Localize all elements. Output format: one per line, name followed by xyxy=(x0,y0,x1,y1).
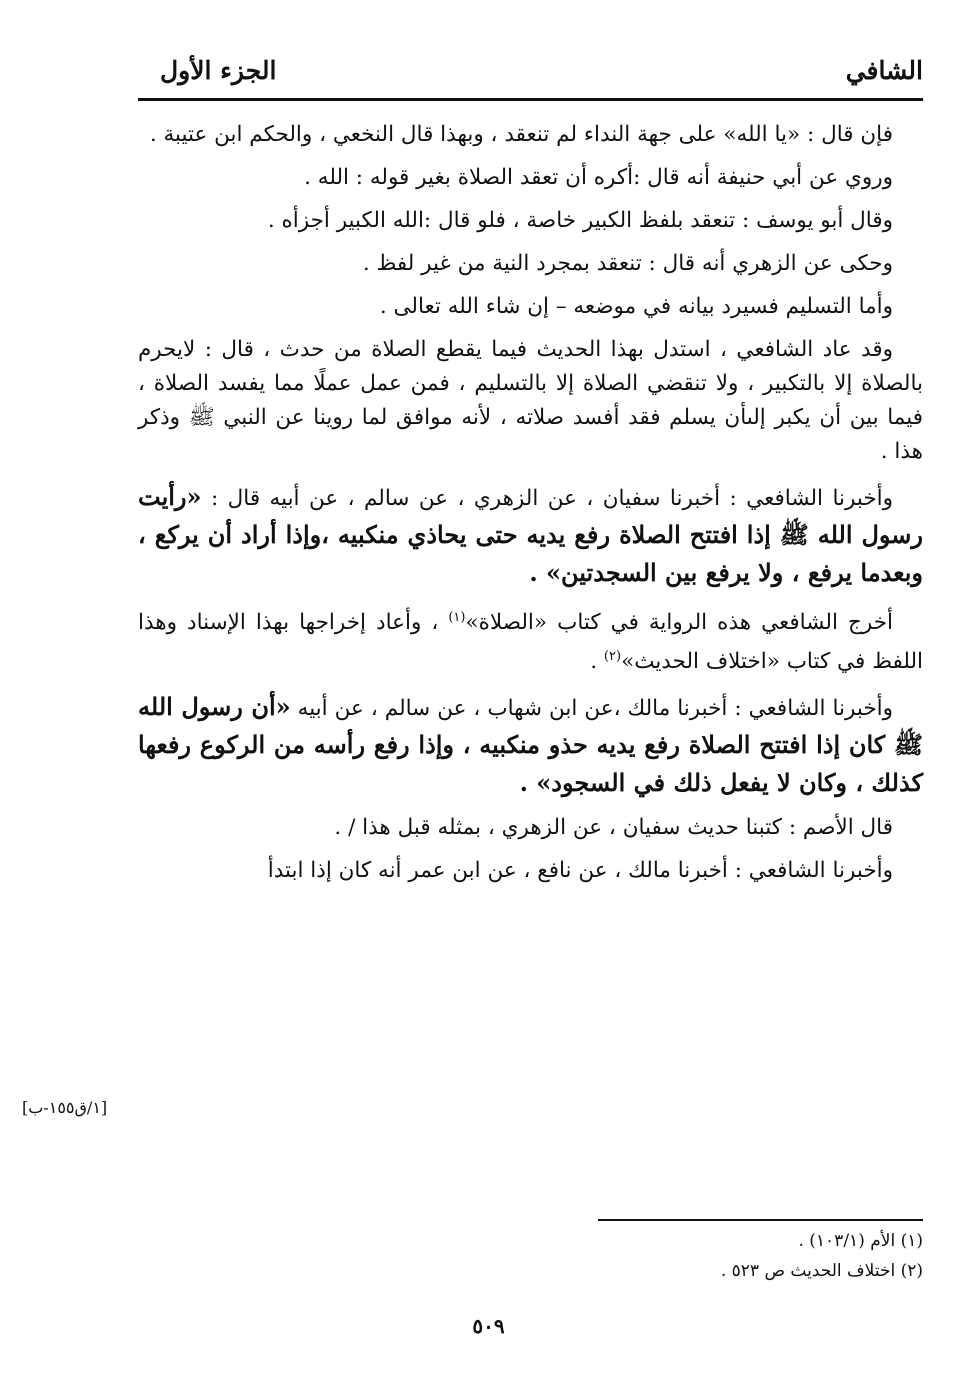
main-text xyxy=(138,118,923,897)
paragraph-8-text-b: ، وأعاد إخراجها بهذا الإسناد وهذا اللفظ في كتاب «اختلاف الحديث» xyxy=(138,610,923,675)
paragraph-9 xyxy=(138,688,923,802)
paragraph-2: وروي عن أبي حنيفة أنه قال :أكره أن تعقد الصلاة بغير قوله : الله . xyxy=(304,165,893,190)
paragraph-1: فإن قال : «يا الله» على جهة النداء لم تنعقد ، وبهذا قال النخعي ، والحكم ابن عتيبة . xyxy=(149,122,893,147)
paragraph-8-text-c: . xyxy=(590,649,604,675)
footnote-rule xyxy=(598,1219,923,1221)
hadith-text: «أن رسول الله ﷺ كان إذا افتتح الصلاة رفع يديه حذو منكبيه ، وإذا رفع رأسه من الركوع رفعها كذلك ، وكان لا يفعل ذلك في السجود» . xyxy=(138,692,923,798)
paragraph-4: وحكى عن الزهري أنه قال : تنعقد بمجرد النية من غير لفظ . xyxy=(362,251,893,276)
header-rule xyxy=(138,98,923,101)
paragraph-10: قال الأصم : كتبنا حديث سفيان ، عن الزهري ، بمثله قبل هذا / . xyxy=(334,815,893,841)
manuscript-folio-note: [١/ق١٥٥-ب] xyxy=(22,1098,108,1117)
volume-label: الجزء الأول xyxy=(160,56,277,85)
footnote-2: (٢) اختلاف الحديث ص ٥٢٣ . xyxy=(720,1261,923,1281)
footnote-1: (١) الأم (١٠٣/١) . xyxy=(798,1231,923,1251)
paragraph-11: وأخبرنا الشافعي : أخبرنا مالك ، عن نافع ، عن ابن عمر أنه كان إذا ابتدأ xyxy=(267,858,893,884)
hadith-chain: وأخبرنا الشافعي : أخبرنا سفيان ، عن الزهري ، عن سالم ، عن أبيه قال : xyxy=(210,486,893,511)
footnote-ref-1: (١) xyxy=(448,610,466,625)
paragraph-5: وأما التسليم فسيرد بيانه في موضعه – إن شاء الله تعالى . xyxy=(379,294,893,319)
page-number: ٥٠٩ xyxy=(472,1314,505,1338)
paragraph-8-text-a: أخرج الشافعي هذه الرواية في كتاب «الصلاة» xyxy=(465,610,893,636)
footnote-ref-2: (٢) xyxy=(603,649,622,665)
footnotes xyxy=(138,1226,923,1286)
hadith-text: «رأيت رسول الله ﷺ إذا افتتح الصلاة رفع يديه حتى يحاذي منكبيه ،وإذا أراد أن يركع ، وبعدما يرفع ، ولا يرفع بين السجدتين» . xyxy=(138,482,923,587)
running-head xyxy=(138,50,923,98)
paragraph-6: وقد عاد الشافعي ، استدل بهذا الحديث فيما يقطع الصلاة من حدث ، قال : لايحرم بالصلاة إلا بالتكبير ، ولا تنقضي الصلاة إلا بالتسليم ، فمن عمل عملًا مما يفسد الصلاة ، فيما بين أن يكبر إلىأن يسلم فقد أفسد صلاته ، لأنه موافق لما روينا عن النبي ﷺ وذكر هذا . xyxy=(138,337,923,464)
paragraph-7 xyxy=(138,478,923,592)
paragraph-8 xyxy=(138,601,923,679)
book-title: الشافي xyxy=(845,56,923,85)
paragraph-3: وقال أبو يوسف : تنعقد بلفظ الكبير خاصة ، فلو قال :الله الكبير أجزأه . xyxy=(267,208,893,233)
hadith-chain: وأخبرنا الشافعي : أخبرنا مالك ،عن ابن شهاب ، عن سالم ، عن أبيه xyxy=(297,696,893,722)
